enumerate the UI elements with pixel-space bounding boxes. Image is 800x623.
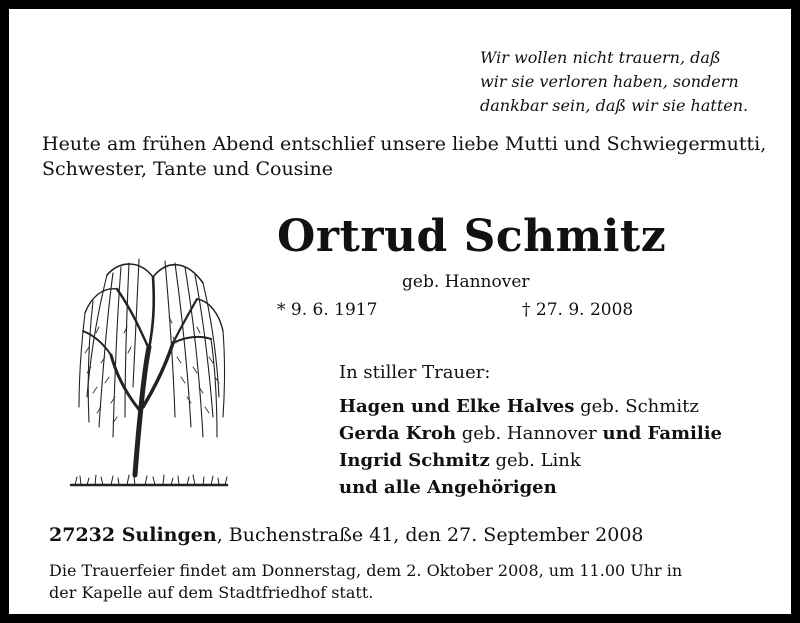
announcement-intro — [42, 132, 766, 182]
maiden-name: geb. Hannover — [402, 272, 530, 292]
address-line — [49, 522, 644, 548]
quote-line: dankbar sein, daß wir sie hatten. — [480, 96, 749, 115]
mourners-heading: In stiller Trauer: — [339, 362, 491, 383]
mourner-entry — [339, 420, 722, 447]
mourner-maiden: geb. Link — [489, 450, 581, 471]
mourner-name: Gerda Kroh — [339, 423, 457, 444]
mourner-name: Hagen und Elke Halves — [339, 396, 575, 417]
mourners-list — [339, 393, 722, 501]
deceased-name: Ortrud Schmitz — [277, 211, 667, 262]
address-street-date: , Buchenstraße 41, den 27. September 2008 — [216, 524, 644, 546]
intro-line: Schwester, Tante und Cousine — [42, 158, 333, 180]
mourner-maiden: geb. Hannover — [456, 423, 603, 444]
mourner-entry — [339, 447, 722, 474]
birth-date: * 9. 6. 1917 — [277, 300, 378, 320]
mourner-maiden: geb. Schmitz — [574, 396, 699, 417]
ceremony-notice — [49, 560, 682, 604]
mourner-entry — [339, 393, 722, 420]
ceremony-line: Die Trauerfeier findet am Donnerstag, dem 2. Oktober 2008, um 11.00 Uhr in — [49, 561, 683, 580]
address-city: 27232 Sulingen — [49, 524, 217, 546]
death-date: † 27. 9. 2008 — [522, 300, 634, 320]
mourner-family: und Familie — [602, 423, 723, 444]
mourner-name: und alle Angehörigen — [339, 477, 557, 498]
quote-line: wir sie verloren haben, sondern — [480, 72, 739, 91]
ceremony-line: der Kapelle auf dem Stadtfriedhof statt. — [49, 583, 374, 602]
intro-line: Heute am frühen Abend entschlief unsere liebe Mutti und Schwiegermutti, — [42, 133, 767, 155]
weeping-willow-icon — [69, 247, 229, 492]
quote-line: Wir wollen nicht trauern, daß — [480, 48, 721, 67]
mourner-entry — [339, 474, 722, 501]
memorial-quote — [480, 46, 748, 118]
mourner-name: Ingrid Schmitz — [339, 450, 490, 471]
